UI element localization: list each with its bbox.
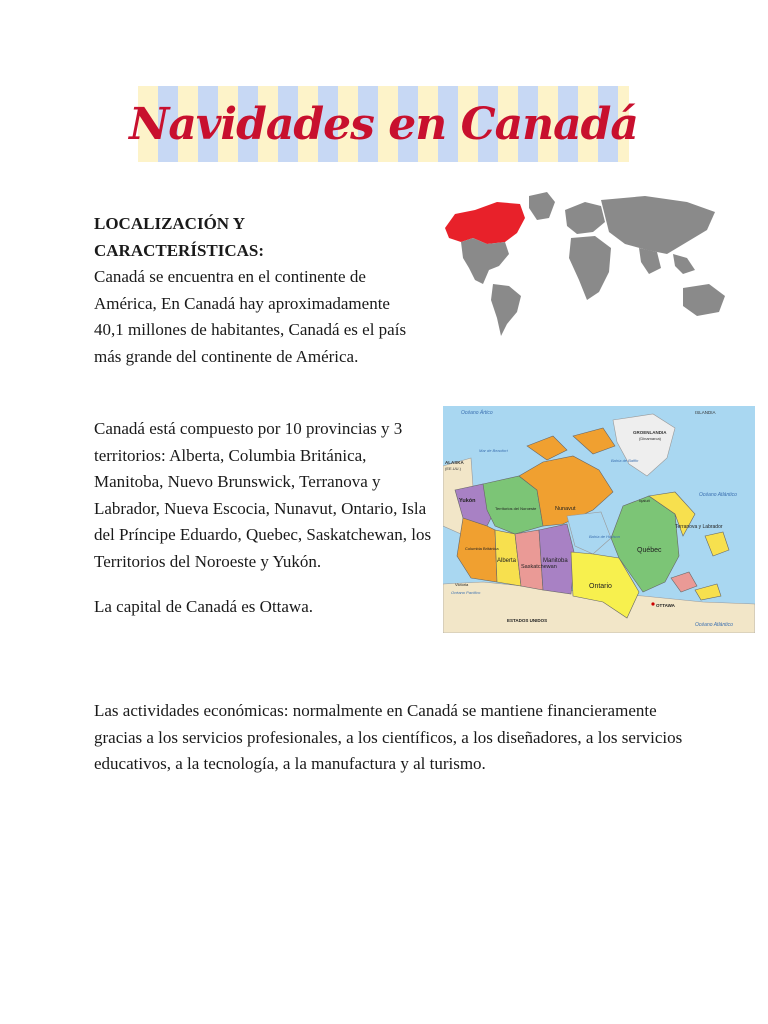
map-label-victoria: Victoria bbox=[455, 582, 469, 587]
provinces-body: Canadá está compuesto por 10 provincias y 3 territorios: Alberta, Columbia Británica, Manitoba, Nuevo Brunswick, Terranova y Labrador, Nueva Escocia, Nunavut, Ontario, Isla del Príncipe Eduardo, Quebec, Saskatchewan, los Territorios del Noroeste y Yukón. bbox=[94, 419, 432, 571]
world-map-image bbox=[425, 188, 735, 336]
map-label-ontario: Ontario bbox=[589, 583, 612, 590]
map-label-bahia-hudson: Bahía de Hudson bbox=[589, 534, 620, 539]
map-marker-ottawa bbox=[651, 602, 654, 605]
map-label-territorios: Territorios del Noroeste bbox=[495, 506, 537, 511]
capital-body: La capital de Canadá es Ottawa. bbox=[94, 597, 314, 616]
map-label-yukon: Yukón bbox=[459, 498, 476, 504]
map-label-dinamarca: (Dinamarca) bbox=[639, 436, 662, 441]
map-label-mar-beaufort: Mar de Beaufort bbox=[479, 448, 508, 453]
map-label-columbia: Columbia Británica bbox=[465, 546, 499, 551]
map-label-groenlandia: GROENLANDIA bbox=[633, 430, 667, 435]
economy-body: Las actividades económicas: normalmente en Canadá se mantiene financieramente gracias a los servicios profesionales, a los científicos, a los diseñadores, a los servicios educativos, a la tecnología, a la manufactura y al turismo. bbox=[94, 701, 683, 773]
location-heading: LOCALIZACIÓN Y CARACTERÍSTICAS: bbox=[94, 214, 265, 260]
map-label-manitoba: Manitoba bbox=[543, 558, 568, 564]
title-banner bbox=[129, 86, 638, 162]
page-title: Navidades en Canadá bbox=[129, 98, 638, 150]
capital-section bbox=[94, 594, 436, 621]
map-label-terranova: Terranova y Labrador bbox=[675, 524, 723, 530]
map-label-bahia-baffin: Bahía de Baffin bbox=[611, 458, 639, 463]
map-label-ocean-pacific: Océano Pacífico bbox=[451, 590, 481, 595]
canada-provinces-map bbox=[443, 406, 755, 633]
provinces-section bbox=[94, 416, 436, 575]
map-label-estados-unidos: ESTADOS UNIDOS bbox=[507, 618, 548, 623]
map-label-nunavut: Nunavut bbox=[555, 506, 576, 512]
map-label-ocean-atlantic-north: Océano Atlántico bbox=[699, 492, 737, 498]
map-label-alberta: Alberta bbox=[497, 558, 517, 564]
map-label-islandia: ISLANDIA bbox=[695, 410, 716, 415]
location-section bbox=[94, 211, 414, 370]
map-label-alaska: ALASKA bbox=[445, 460, 464, 465]
map-label-ocean-atlantic-south: Océano Atlántico bbox=[695, 622, 733, 628]
map-label-saskatchewan: Saskatchewan bbox=[521, 564, 557, 570]
map-label-quebec: Québec bbox=[637, 547, 662, 554]
map-label-iqaluit: Iqaluit bbox=[639, 498, 650, 503]
economy-section bbox=[94, 698, 684, 778]
map-label-eeuu: (EE.UU.) bbox=[445, 466, 461, 471]
location-body: Canadá se encuentra en el continente de América, En Canadá hay aproximadamente 40,1 millones de habitantes, Canadá es el país más grande del continente de América. bbox=[94, 267, 407, 366]
map-label-ocean-arctic: Océano Ártico bbox=[461, 410, 493, 416]
map-label-ottawa: OTTAWA bbox=[656, 603, 675, 608]
